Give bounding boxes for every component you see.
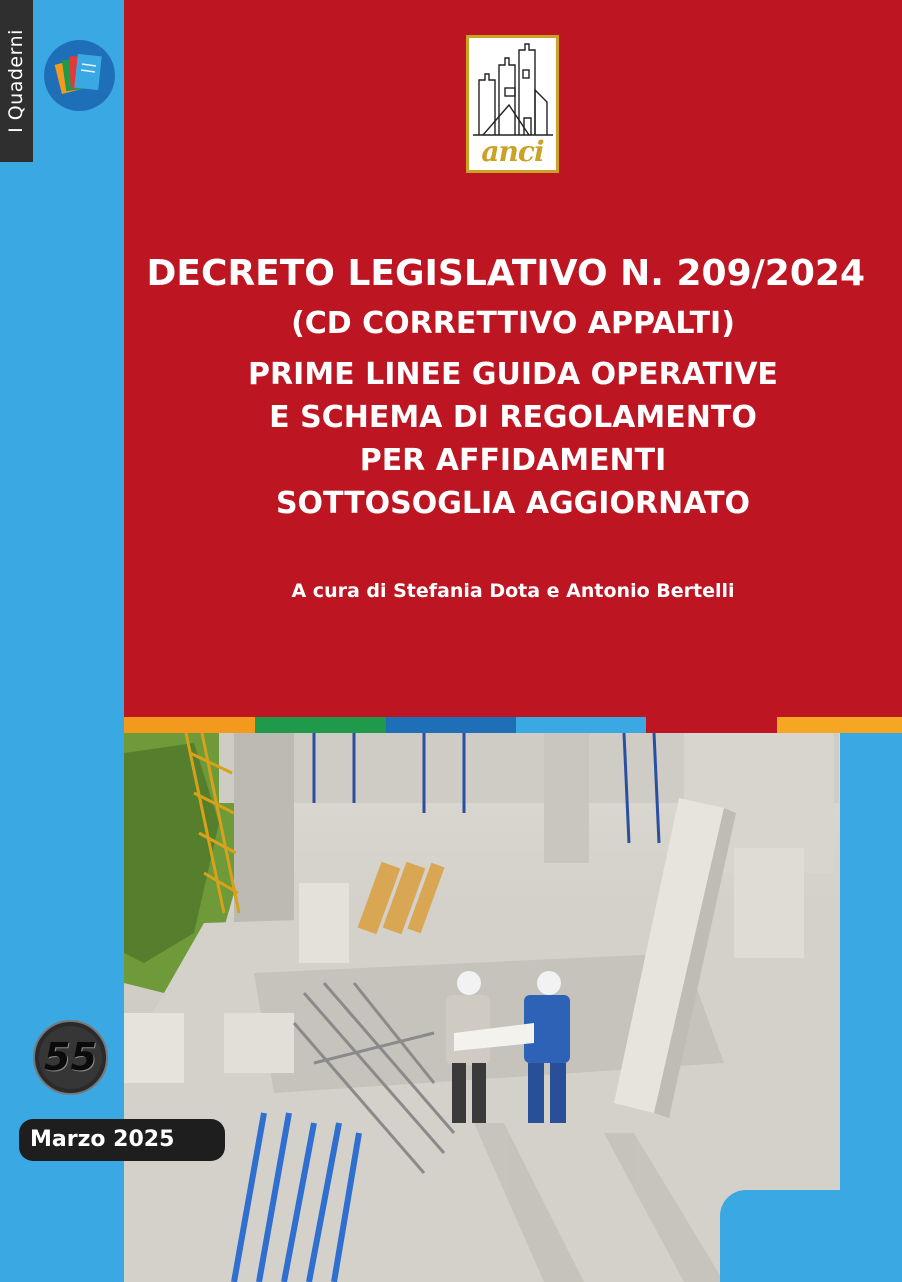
document-title [124, 252, 902, 525]
issue-date: Marzo 2025 [19, 1119, 225, 1161]
stripe-light-blue [516, 717, 646, 733]
title-line-4: E SCHEMA DI REGOLAMENTO [269, 400, 757, 435]
subtitle [124, 353, 902, 525]
issue-number: 55 [44, 1035, 97, 1079]
stripe-green [255, 717, 386, 733]
title-line-1: DECRETO LEGISLATIVO N. 209/2024 [146, 253, 865, 294]
stripe-yellow [777, 717, 902, 733]
stripe-blue [386, 717, 516, 733]
stripe-orange [124, 717, 255, 733]
title-line-5: PER AFFIDAMENTI [359, 443, 667, 478]
title-line-6: SOTTOSOGLIA AGGIORNATO [275, 486, 751, 521]
author-line: A cura di Stefania Dota e Antonio Bertelli [291, 580, 735, 602]
issue-number-badge [33, 1020, 108, 1095]
title-line-2: (CD CORRETTIVO APPALTI) [291, 306, 735, 341]
anci-logo [466, 35, 559, 173]
anci-logo-text: anci [481, 135, 544, 168]
title-line-3: PRIME LINEE GUIDA OPERATIVE [248, 357, 778, 392]
series-tab [0, 0, 33, 162]
corner-block [720, 1190, 902, 1282]
series-label: I Quaderni [5, 29, 27, 133]
books-icon [44, 40, 115, 111]
